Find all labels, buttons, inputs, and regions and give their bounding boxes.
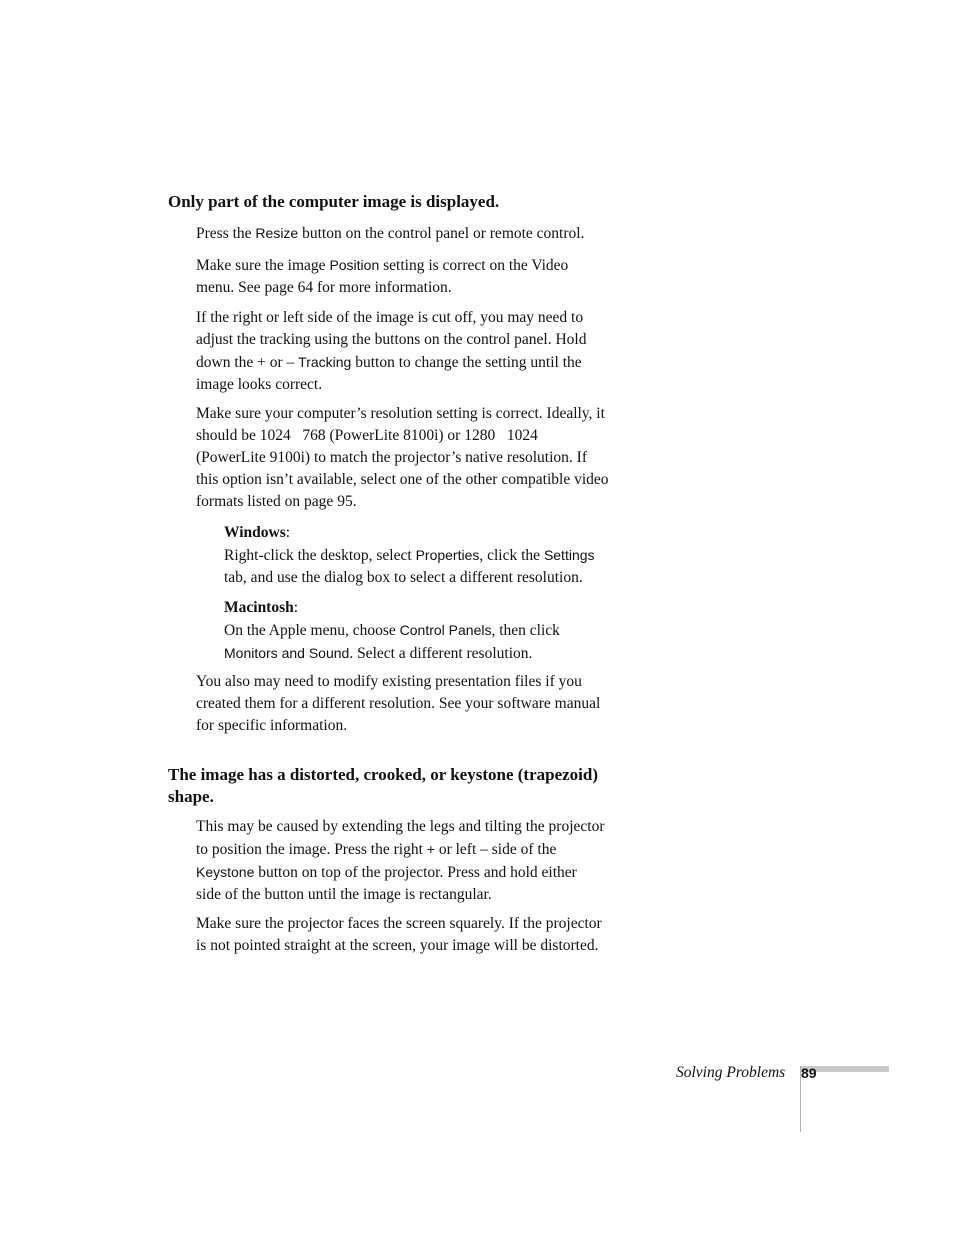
paragraph-resolution: Make sure your computer’s resolution setting is correct. Ideally, it should be 1024 768 (PowerLite 8100i) or 1280 1024 (PowerLite 9100i) to match the projector’s native resolution. If this option isn’t available, select one of the other compatible video formats listed on page 95.	[196, 405, 609, 510]
keystone-button-label: Keystone	[196, 864, 255, 880]
properties-label: Properties	[415, 547, 480, 563]
section-heading-partial-image: Only part of the computer image is displayed.	[168, 192, 500, 211]
monitors-and-sound-label: Monitors and Sound	[224, 645, 350, 661]
windows-instructions: Windows: Right-click the desktop, select Properties, click the Settings tab, and use the dialog box to select a different resolution.	[224, 524, 595, 586]
paragraph-position: Make sure the image Position setting is correct on the Video menu. See page 64 for more information.	[196, 257, 569, 296]
paragraph-tracking: If the right or left side of the image is cut off, you may need to adjust the tracking using the buttons on the control panel. Hold down the + or – Tracking button to change the setting until the image looks correct.	[196, 309, 587, 393]
macintosh-label: Macintosh	[224, 599, 294, 616]
control-panels-label: Control Panels	[399, 622, 492, 638]
page-number: 89	[801, 1065, 817, 1081]
footer-section-title: Solving Problems	[676, 1064, 786, 1081]
tracking-button-label: Tracking	[298, 354, 352, 370]
paragraph-resize: Press the Resize button on the control panel or remote control.	[196, 225, 585, 242]
settings-tab-label: Settings	[543, 547, 595, 563]
paragraph-keystone: This may be caused by extending the legs and tilting the projector to position the image. Press the right + or left – side of the Keystone button on top of the projector. Press and hold either side of the button until the image is rectangular.	[196, 818, 605, 903]
paragraph-presentation-files: You also may need to modify existing presentation files if you created them for a different resolution. See your software manual for specific information.	[196, 673, 601, 734]
resize-button-label: Resize	[255, 225, 299, 241]
macintosh-instructions: Macintosh: On the Apple menu, choose Control Panels, then click Monitors and Sound. Select a different resolution.	[224, 599, 560, 662]
plus-label: +	[426, 841, 435, 857]
position-setting-label: Position	[329, 257, 380, 273]
section-heading-distorted-image: The image has a distorted, crooked, or keystone (trapezoid) shape.	[168, 765, 599, 806]
windows-label: Windows	[224, 524, 286, 541]
paragraph-screen-squarely: Make sure the projector faces the screen squarely. If the projector is not pointed straight at the screen, your image will be distorted.	[196, 915, 602, 954]
